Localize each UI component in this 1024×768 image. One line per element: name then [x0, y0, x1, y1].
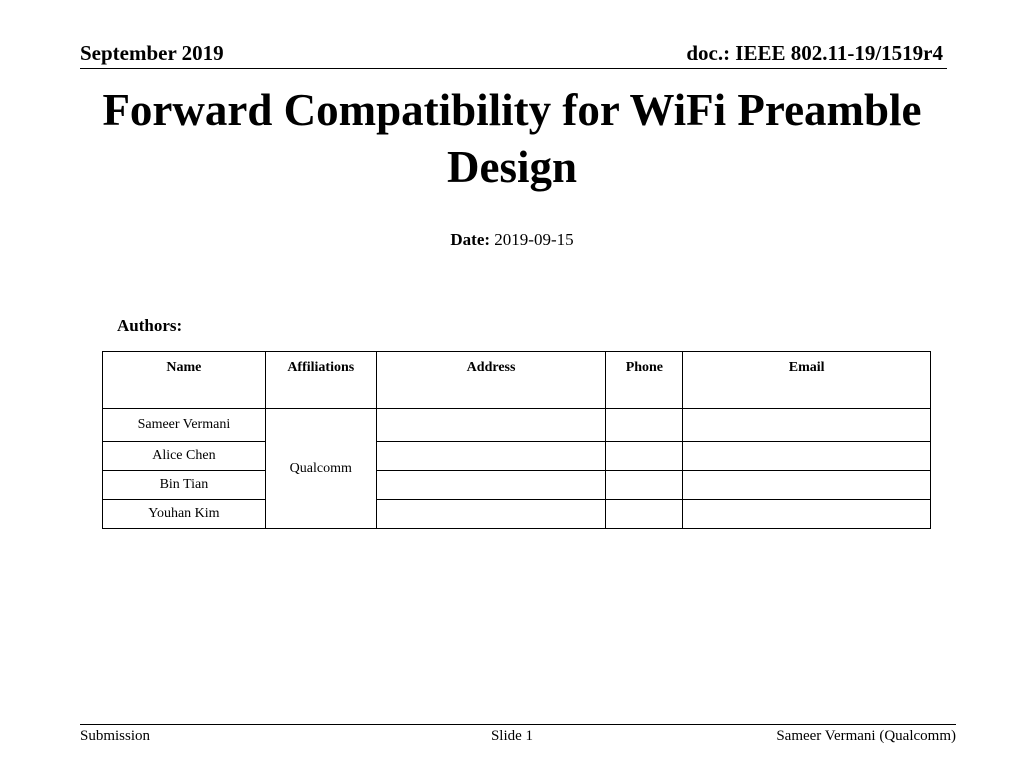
table-header-row [103, 352, 931, 409]
footer-slide-number: Slide 1 [490, 728, 534, 744]
footer-submission: Submission [80, 728, 151, 744]
author-name-cell: Sameer Vermani [103, 409, 266, 442]
author-name-cell: Alice Chen [103, 442, 266, 471]
footer-divider [80, 724, 956, 725]
table-row [103, 442, 931, 471]
table-row [103, 500, 931, 529]
phone-cell [606, 442, 683, 471]
phone-cell [606, 471, 683, 500]
author-name-cell: Bin Tian [103, 471, 266, 500]
table-row [103, 409, 931, 442]
address-cell [376, 442, 606, 471]
column-header-affiliations: Affiliations [265, 352, 376, 409]
phone-cell [606, 409, 683, 442]
header-date: September 2019 [80, 41, 224, 65]
column-header-name: Name [103, 352, 266, 409]
authors-table [102, 351, 931, 529]
address-cell [376, 500, 606, 529]
address-cell [376, 409, 606, 442]
phone-cell [606, 500, 683, 529]
footer-author: Sameer Vermani (Qualcomm) [776, 728, 956, 744]
date-value: 2019-09-15 [494, 230, 574, 249]
address-cell [376, 471, 606, 500]
date-line [0, 230, 1024, 250]
header-doc-number: doc.: IEEE 802.11-19/1519r4 [686, 41, 943, 65]
author-name-cell: Youhan Kim [103, 500, 266, 529]
column-header-address: Address [376, 352, 606, 409]
column-header-email: Email [683, 352, 931, 409]
column-header-phone: Phone [606, 352, 683, 409]
email-cell [683, 442, 931, 471]
email-cell [683, 471, 931, 500]
table-row [103, 471, 931, 500]
date-label: Date: [450, 230, 491, 249]
header-divider [80, 68, 947, 69]
slide-title: Forward Compatibility for WiFi Preamble Design [102, 85, 922, 192]
email-cell [683, 500, 931, 529]
affiliation-cell: Qualcomm [265, 409, 376, 529]
authors-label: Authors: [117, 316, 183, 335]
email-cell [683, 409, 931, 442]
